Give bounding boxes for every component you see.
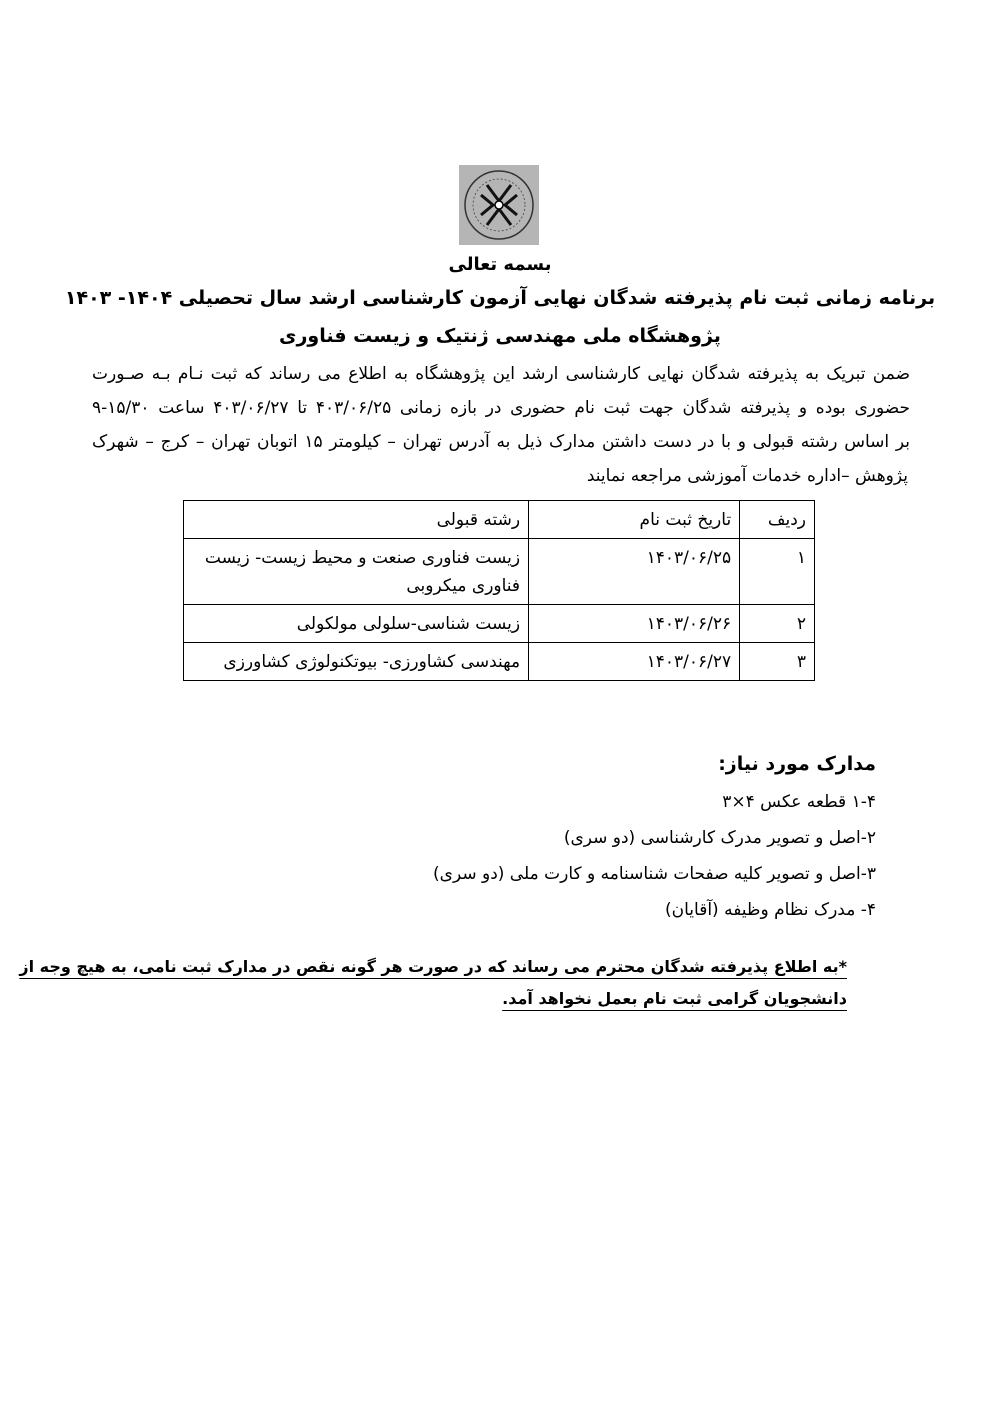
table-header-row — [184, 501, 815, 539]
row-index: ۲ — [740, 605, 815, 643]
row-date: ۱۴۰۳/۰۶/۲۵ — [529, 539, 740, 605]
documents-list — [433, 788, 876, 932]
table-row — [184, 643, 815, 681]
page-title: برنامه زمانی ثبت نام پذیرفته شدگان نهایی آزمون کارشناسی ارشد سال تحصیلی ۱۴۰۴- ۱۴۰۳ — [64, 287, 936, 309]
notice-line-1 — [19, 957, 847, 976]
notice-line-2 — [502, 989, 847, 1008]
institute-logo-icon — [459, 165, 539, 245]
list-item: ۳-اصل و تصویر کلیه صفحات شناسنامه و کارت ملی (دو سری) — [433, 864, 876, 884]
list-item: ۴- مدرک نظام وظیفه (آقایان) — [665, 900, 876, 920]
row-field: زیست شناسی-سلولی مولکولی — [184, 605, 529, 643]
basmala: بسمه تعالی — [448, 254, 552, 275]
notice-text-2: دانشجویان گرامی ثبت نام بعمل نخواهد آمد. — [502, 989, 847, 1008]
row-index: ۱ — [740, 539, 815, 605]
intro-line-2: حضوری بوده و پذیرفته شدگان جهت ثبت نام حضوری در بازه زمانی ۴۰۳/۰۶/۲۵ تا ۴۰۳/۰۶/۲۷ ساعت ۱۵/۳۰-۹ — [92, 398, 911, 418]
notice-text-1: *به اطلاع پذیرفته شدگان محترم می رساند که در صورت هر گونه نقص در مدارک ثبت نامی، به هیچ وجه از — [19, 957, 847, 976]
table-row — [184, 605, 815, 643]
institute-name: پژوهشگاه ملی مهندسی ژنتیک و زیست فناوری — [279, 325, 721, 347]
header-index: ردیف — [740, 501, 815, 539]
row-index: ۳ — [740, 643, 815, 681]
row-date: ۱۴۰۳/۰۶/۲۷ — [529, 643, 740, 681]
documents-heading: مدارک مورد نیاز: — [718, 753, 876, 775]
row-date: ۱۴۰۳/۰۶/۲۶ — [529, 605, 740, 643]
row-field: مهندسی کشاورزی- بیوتکنولوژی کشاورزی — [184, 643, 529, 681]
header-field: رشته قبولی — [184, 501, 529, 539]
list-item: ۲-اصل و تصویر مدرک کارشناسی (دو سری) — [563, 828, 876, 848]
row-field: زیست فناوری صنعت و محیط زیست- زیست فناوری میکروبی — [184, 539, 529, 605]
intro-line-3: بر اساس رشته قبولی و با در دست داشتن مدارک ذیل به آدرس تهران – کیلومتر ۱۵ اتوبان تهران – کرج – شهرک — [92, 432, 910, 452]
intro-line-1: ضمن تبریک به پذیرفته شدگان نهایی کارشناسی ارشد این پژوهشگاه به اطلاع می رساند که ثبت نـام بـه صـورت — [92, 364, 910, 384]
intro-line-4: پژوهش –اداره خدمات آموزشی مراجعه نمایند — [586, 466, 908, 486]
registration-schedule-table — [183, 500, 815, 681]
table-row — [184, 539, 815, 605]
header-date: تاریخ ثبت نام — [529, 501, 740, 539]
list-item: ۱-۴ قطعه عکس ۴×۳ — [722, 792, 876, 812]
